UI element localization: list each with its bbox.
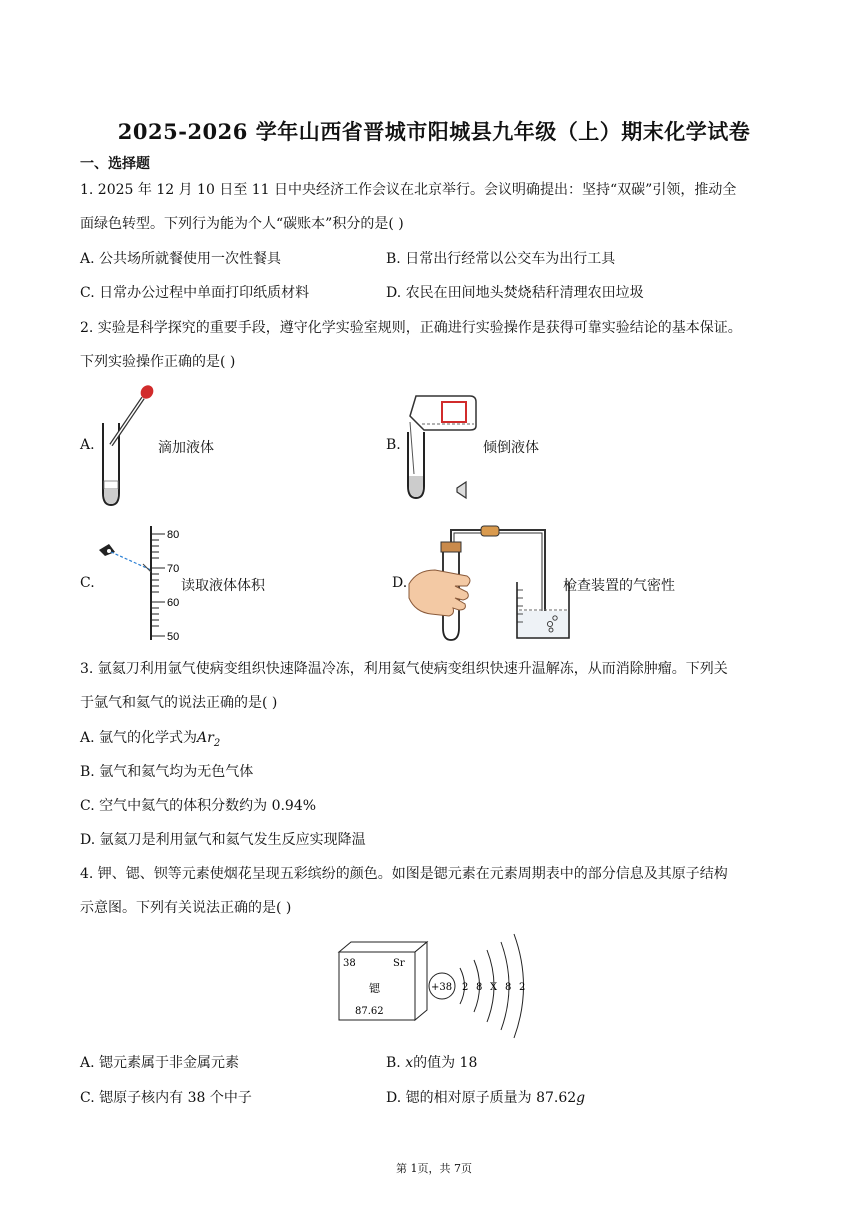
element-name: 锶 [369,982,380,995]
element-mass: 87.62 [355,1006,384,1017]
q2-option-c-text: 读取液体体积 [181,578,265,594]
pouring-liquid-figure [402,388,492,508]
q3-stem-line1: 3. 氩氦刀利用氩气使病变组织快速降温冷冻，利用氦气使病变组织快速升温解冻，从而消除肿瘤。下列关 [80,661,728,677]
argon-formula: Ar [197,730,214,746]
q3-option-d: D. 氩氦刀是利用氩气和氦气发生反应实现降温 [80,832,366,848]
q1-option-d: D. 农民在田间地头焚烧秸秆清理农田垃圾 [386,285,644,301]
q1-stem-line1: 1. 2025 年 12 月 10 日至 11 日中央经济工作会议在北京举行。会议明确提出：坚持“双碳”引领，推动全 [80,182,737,198]
q1-option-a: A. 公共场所就餐使用一次性餐具 [80,251,282,267]
shell-5: 2 [519,982,526,993]
q2-option-d-text: 检查装置的气密性 [563,578,675,594]
q4-option-b: B. x的值为 18 [386,1055,478,1071]
q3-option-a: A. 氩气的化学式为$Ar_2$ [80,730,221,749]
q3-option-c: C. 空气中氦气的体积分数约为 0.94% [80,798,317,814]
q2-option-d-letter: D. [392,575,408,591]
element-number: 38 [343,958,356,969]
shell-4: 8 [505,982,512,993]
q4-stem-line1: 4. 钾、锶、钡等元素使烟花呈现五彩缤纷的颜色。如图是锶元素在元素周期表中的部分信息及其原子结构 [80,866,728,882]
q2-option-a-text: 滴加液体 [158,440,214,456]
q1-option-c: C. 日常办公过程中单面打印纸质材料 [80,285,310,301]
section-heading: 一、选择题 [80,156,150,172]
scale-80-label: 80 [167,529,180,541]
dropper-test-tube-figure [95,383,165,508]
scale-50-label: 50 [167,631,180,643]
q4-option-d: D. 锶的相对原子质量为 87.62g [386,1090,586,1106]
page-footer: 第 1页，共 7页 [396,1162,472,1175]
strontium-figure [335,922,535,1032]
shell-2: 8 [476,982,483,993]
q1-stem-line2: 面绿色转型。下列行为能为个人“碳账本”积分的是( ) [80,216,404,232]
shell-1: 2 [462,982,469,993]
nucleus-charge: +38 [431,982,453,993]
q2-option-a-letter: A. [80,437,95,453]
q2-stem-line2: 下列实验操作正确的是( ) [80,354,236,370]
q2-option-b-letter: B. [386,437,401,453]
q4-option-c: C. 锶原子核内有 38 个中子 [80,1090,252,1106]
q2-stem-line1: 2. 实验是科学探究的重要手段，遵守化学实验室规则，正确进行实验操作是获得可靠实验结论的基本保证。 [80,320,742,336]
q3-option-b: B. 氩气和氦气均为无色气体 [80,764,254,780]
scale-60-label: 60 [167,597,180,609]
q2-option-b-text: 倾倒液体 [483,440,539,456]
q3-stem-line2: 于氩气和氦气的说法正确的是( ) [80,695,278,711]
q4-stem-line2: 示意图。下列有关说法正确的是( ) [80,900,292,916]
graduated-cylinder-reading-figure [95,522,185,646]
shell-3: X [490,982,498,993]
q4-option-a: A. 锶元素属于非金属元素 [80,1055,240,1071]
scale-70-label: 70 [167,563,180,575]
q2-option-c-letter: C. [80,575,95,591]
airtightness-check-figure [405,522,577,646]
page-title: 2025-2026 学年山西省晋城市阳城县九年级（上）期末化学试卷 [117,119,751,144]
q1-option-b: B. 日常出行经常以公交车为出行工具 [386,251,616,267]
element-symbol: Sr [393,958,405,969]
